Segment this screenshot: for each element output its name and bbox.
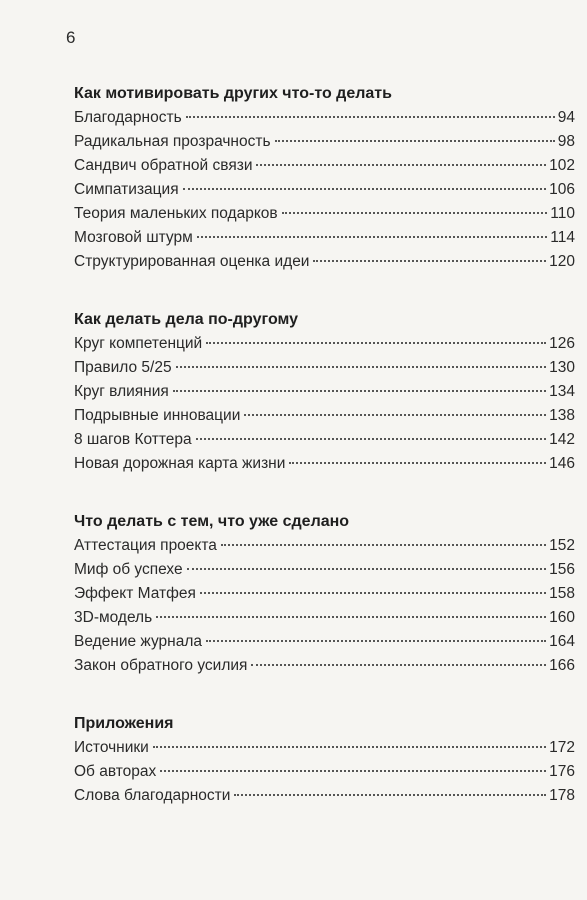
toc-entry <box>74 250 575 274</box>
dot-leader <box>156 616 546 618</box>
entry-page: 138 <box>549 407 575 424</box>
entry-page: 176 <box>549 763 575 780</box>
toc-entry <box>74 784 575 808</box>
table-of-contents <box>74 82 575 808</box>
entry-page: 178 <box>549 787 575 804</box>
entry-page: 94 <box>557 109 575 126</box>
entry-page: 142 <box>549 431 575 448</box>
toc-entry <box>74 130 575 154</box>
dot-leader <box>313 260 546 262</box>
toc-entry <box>74 178 575 202</box>
entry-title: Подрывные инновации <box>74 407 241 424</box>
toc-entry <box>74 558 575 582</box>
entry-title: Мозговой штурм <box>74 229 193 246</box>
toc-entry <box>74 106 575 130</box>
toc-entry <box>74 654 575 678</box>
toc-entry <box>74 606 575 630</box>
toc-entry <box>74 202 575 226</box>
entry-title: Сандвич обратной связи <box>74 157 253 174</box>
entry-title: Ведение журнала <box>74 633 203 650</box>
entry-title: Слова благодарности <box>74 787 231 804</box>
dot-leader <box>256 164 546 166</box>
entry-title: Структурированная оценка идеи <box>74 253 310 270</box>
entry-title: Благодарность <box>74 109 182 126</box>
entry-title: 8 шагов Коттера <box>74 431 192 448</box>
toc-section <box>74 510 575 678</box>
dot-leader <box>275 140 555 142</box>
toc-entry <box>74 226 575 250</box>
entry-page: 114 <box>550 229 575 246</box>
dot-leader <box>282 212 548 214</box>
entry-title: Источники <box>74 739 149 756</box>
dot-leader <box>221 544 546 546</box>
toc-section <box>74 308 575 476</box>
toc-entry <box>74 534 575 558</box>
entry-page: 98 <box>557 133 575 150</box>
toc-entry <box>74 582 575 606</box>
dot-leader <box>289 462 546 464</box>
entry-title: Правило 5/25 <box>74 359 172 376</box>
entry-page: 152 <box>549 537 575 554</box>
dot-leader <box>187 568 546 570</box>
page-number: 6 <box>66 28 76 47</box>
toc-entry <box>74 760 575 784</box>
entry-page: 156 <box>549 561 575 578</box>
dot-leader <box>197 236 548 238</box>
entry-page: 172 <box>549 739 575 756</box>
entry-title: Об авторах <box>74 763 157 780</box>
dot-leader <box>251 664 546 666</box>
entry-page: 134 <box>549 383 575 400</box>
entry-page: 130 <box>549 359 575 376</box>
section-title: Приложения <box>74 715 174 732</box>
entry-page: 164 <box>549 633 575 650</box>
toc-section <box>74 82 575 274</box>
dot-leader <box>183 188 547 190</box>
dot-leader <box>176 366 547 368</box>
entry-page: 106 <box>549 181 575 198</box>
entry-title: Эффект Матфея <box>74 585 196 602</box>
dot-leader <box>160 770 546 772</box>
dot-leader <box>200 592 546 594</box>
toc-entry <box>74 630 575 654</box>
toc-entry <box>74 356 575 380</box>
dot-leader <box>186 116 555 118</box>
entry-page: 146 <box>549 455 575 472</box>
entry-title: Круг компетенций <box>74 335 203 352</box>
entry-title: Новая дорожная карта жизни <box>74 455 286 472</box>
entry-page: 126 <box>549 335 575 352</box>
entry-title: Симпатизация <box>74 181 179 198</box>
dot-leader <box>153 746 546 748</box>
entry-page: 110 <box>550 205 575 222</box>
section-title: Что делать с тем, что уже сделано <box>74 513 350 530</box>
entry-title: Миф об успехе <box>74 561 183 578</box>
toc-entry <box>74 452 575 476</box>
section-title: Как делать дела по-другому <box>74 311 299 328</box>
entry-title: Круг влияния <box>74 383 169 400</box>
toc-entry <box>74 404 575 428</box>
dot-leader <box>206 342 546 344</box>
entry-page: 102 <box>549 157 575 174</box>
entry-title: Аттестация проекта <box>74 537 217 554</box>
entry-page: 120 <box>549 253 575 270</box>
dot-leader <box>244 414 546 416</box>
dot-leader <box>196 438 546 440</box>
dot-leader <box>206 640 546 642</box>
dot-leader <box>173 390 546 392</box>
entry-page: 166 <box>549 657 575 674</box>
toc-section <box>74 712 575 808</box>
entry-page: 158 <box>549 585 575 602</box>
toc-entry <box>74 736 575 760</box>
entry-title: 3D-модель <box>74 609 153 626</box>
dot-leader <box>234 794 546 796</box>
toc-entry <box>74 332 575 356</box>
section-title: Как мотивировать других что-то делать <box>74 85 392 102</box>
toc-entry <box>74 428 575 452</box>
entry-title: Закон обратного усилия <box>74 657 248 674</box>
toc-entry <box>74 154 575 178</box>
entry-title: Радикальная прозрачность <box>74 133 271 150</box>
toc-entry <box>74 380 575 404</box>
entry-title: Теория маленьких подарков <box>74 205 278 222</box>
entry-page: 160 <box>549 609 575 626</box>
